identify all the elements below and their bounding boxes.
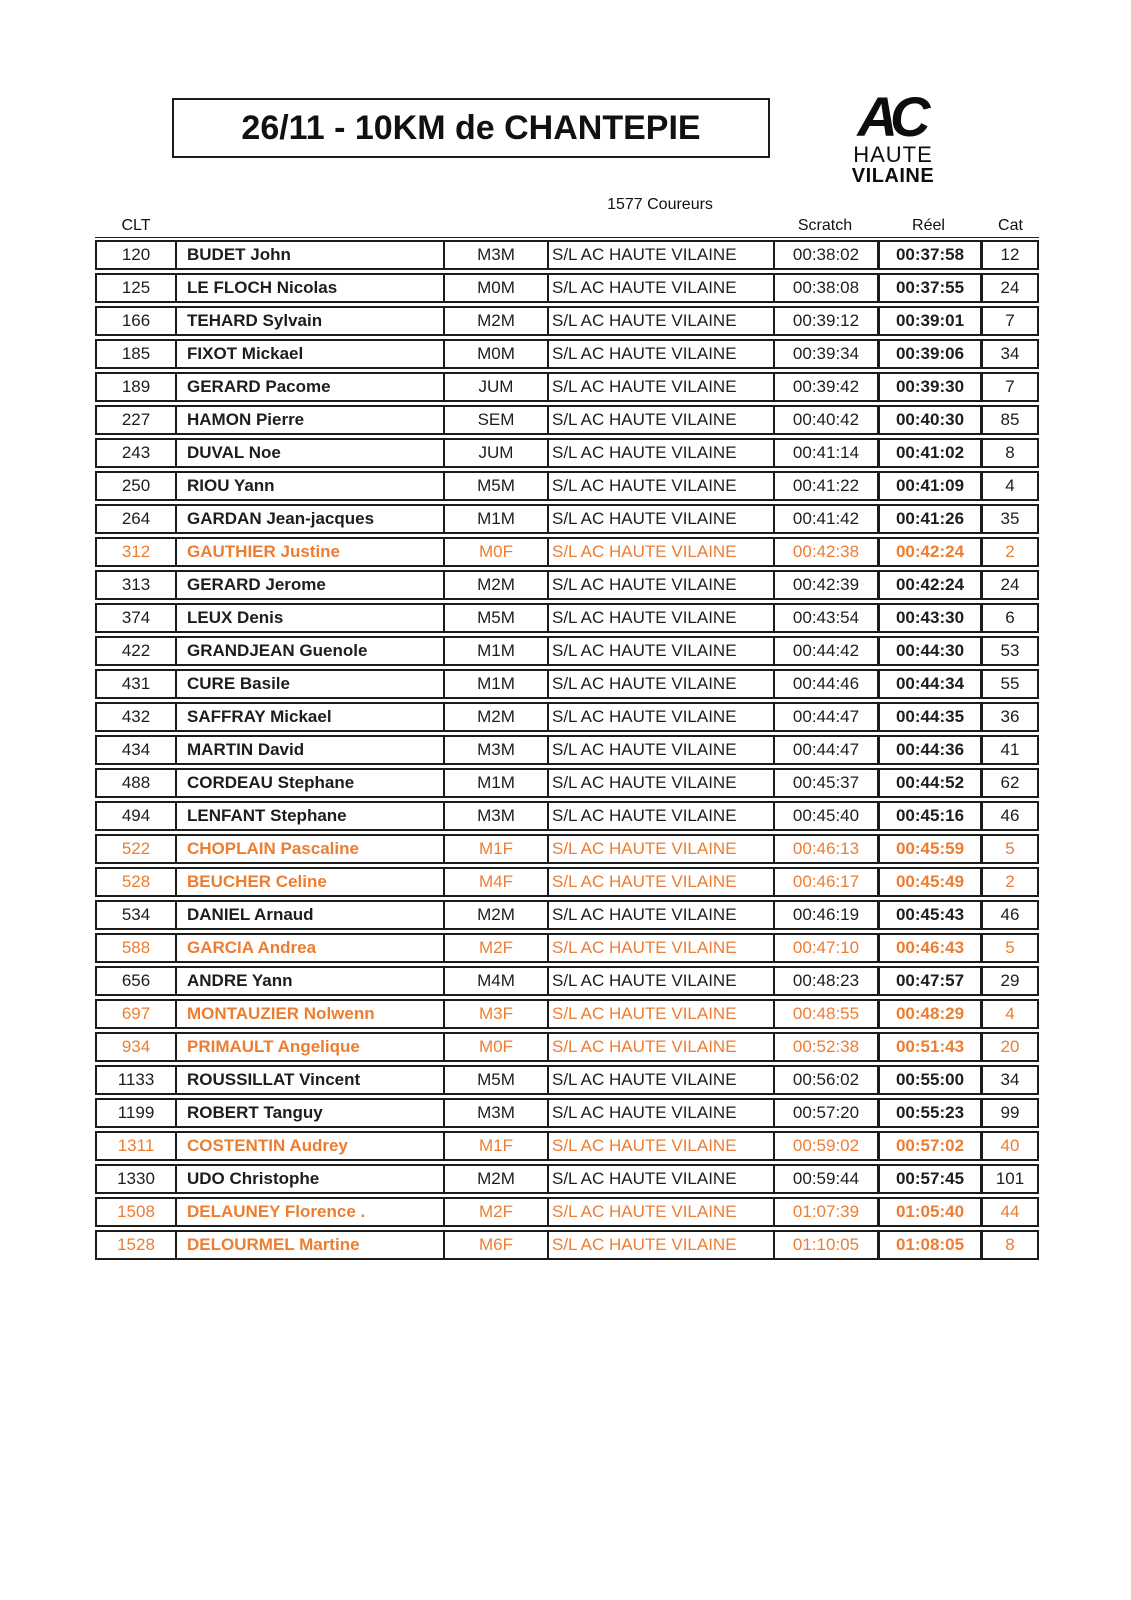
page-title: 26/11 - 10KM de CHANTEPIE: [241, 108, 701, 147]
cell-reel: 00:41:26: [877, 506, 980, 532]
table-row: [95, 669, 1039, 699]
cell-clt: 243: [121, 443, 151, 462]
cell-clt: 227: [121, 410, 151, 429]
table-row: [95, 339, 1039, 369]
cell-club: S/L AC HAUTE VILAINE: [547, 275, 773, 301]
cell-category: M2M: [443, 572, 547, 598]
cell-clt: 588: [121, 938, 151, 957]
cell-catpos: 46: [980, 803, 1037, 829]
cell-club: S/L AC HAUTE VILAINE: [547, 1166, 773, 1192]
cell-reel: 01:08:05: [877, 1232, 980, 1258]
cell-clt: 189: [121, 377, 151, 396]
cell-name: GERARD Jerome: [175, 572, 443, 598]
cell-scratch: 00:41:14: [773, 440, 877, 466]
cell-catpos: 62: [980, 770, 1037, 796]
cell-clt: 1508: [117, 1202, 155, 1221]
cell-catpos: 36: [980, 704, 1037, 730]
cell-reel: 00:40:30: [877, 407, 980, 433]
cell-clt: 1199: [117, 1103, 155, 1122]
cell-catpos: 101: [980, 1166, 1037, 1192]
cell-club: S/L AC HAUTE VILAINE: [547, 902, 773, 928]
cell-name: SAFFRAY Mickael: [175, 704, 443, 730]
cell-category: SEM: [443, 407, 547, 433]
logo-haute-text: HAUTE: [853, 142, 933, 168]
cell-name: GARCIA Andrea: [175, 935, 443, 961]
table-row: [95, 504, 1039, 534]
table-row: [95, 966, 1039, 996]
cell-reel: 00:55:00: [877, 1067, 980, 1093]
cell-scratch: 00:40:42: [773, 407, 877, 433]
results-rows: [95, 240, 1039, 1260]
cell-reel: 00:37:55: [877, 275, 980, 301]
cell-clt: 1133: [117, 1070, 155, 1089]
cell-category: M2F: [443, 1199, 547, 1225]
cell-name: COSTENTIN Audrey: [175, 1133, 443, 1159]
cell-reel: 00:44:52: [877, 770, 980, 796]
club-logo: [838, 85, 948, 188]
cell-catpos: 12: [980, 242, 1037, 268]
table-row: [95, 1197, 1039, 1227]
cell-scratch: 00:46:13: [773, 836, 877, 862]
cell-name: TEHARD Sylvain: [175, 308, 443, 334]
cell-category: M1M: [443, 770, 547, 796]
cell-clt: 313: [121, 575, 151, 594]
cell-clt: 125: [121, 278, 151, 297]
table-row: [95, 570, 1039, 600]
cell-category: M2M: [443, 902, 547, 928]
cell-category: M0F: [443, 539, 547, 565]
cell-category: M5M: [443, 605, 547, 631]
cell-reel: 00:43:30: [877, 605, 980, 631]
cell-club: S/L AC HAUTE VILAINE: [547, 704, 773, 730]
table-row: [95, 834, 1039, 864]
cell-scratch: 00:39:34: [773, 341, 877, 367]
cell-reel: 00:51:43: [877, 1034, 980, 1060]
cell-catpos: 4: [980, 473, 1037, 499]
cell-category: M2F: [443, 935, 547, 961]
cell-catpos: 7: [980, 374, 1037, 400]
cell-clt: 166: [121, 311, 151, 330]
cell-club: S/L AC HAUTE VILAINE: [547, 770, 773, 796]
cell-reel: 00:57:45: [877, 1166, 980, 1192]
cell-scratch: 00:48:23: [773, 968, 877, 994]
cell-club: S/L AC HAUTE VILAINE: [547, 1133, 773, 1159]
cell-name: ROBERT Tanguy: [175, 1100, 443, 1126]
cell-reel: 00:44:35: [877, 704, 980, 730]
cell-category: M2M: [443, 1166, 547, 1192]
cell-category: JUM: [443, 440, 547, 466]
cell-scratch: 00:59:44: [773, 1166, 877, 1192]
cell-club: S/L AC HAUTE VILAINE: [547, 737, 773, 763]
cell-scratch: 00:44:46: [773, 671, 877, 697]
table-row: [95, 801, 1039, 831]
table-row: [95, 1032, 1039, 1062]
header-category-spacer: [443, 217, 547, 237]
cell-club: S/L AC HAUTE VILAINE: [547, 1034, 773, 1060]
cell-scratch: 00:42:39: [773, 572, 877, 598]
cell-catpos: 55: [980, 671, 1037, 697]
cell-club: S/L AC HAUTE VILAINE: [547, 1100, 773, 1126]
cell-name: LE FLOCH Nicolas: [175, 275, 443, 301]
cell-reel: 00:45:43: [877, 902, 980, 928]
runners-count: 1577 Coureurs: [607, 196, 713, 213]
cell-category: M1M: [443, 671, 547, 697]
cell-catpos: 2: [980, 539, 1037, 565]
cell-reel: 00:39:01: [877, 308, 980, 334]
cell-clt: 250: [121, 476, 151, 495]
table-row: [95, 1065, 1039, 1095]
cell-clt: 264: [121, 509, 151, 528]
table-row: [95, 1164, 1039, 1194]
header-scratch: Scratch: [797, 217, 853, 234]
cell-catpos: 41: [980, 737, 1037, 763]
cell-reel: 00:45:49: [877, 869, 980, 895]
cell-catpos: 20: [980, 1034, 1037, 1060]
cell-catpos: 4: [980, 1001, 1037, 1027]
table-row: [95, 471, 1039, 501]
cell-scratch: 00:38:08: [773, 275, 877, 301]
cell-name: LENFANT Stephane: [175, 803, 443, 829]
cell-scratch: 00:41:22: [773, 473, 877, 499]
cell-reel: 00:41:02: [877, 440, 980, 466]
cell-catpos: 24: [980, 572, 1037, 598]
cell-catpos: 35: [980, 506, 1037, 532]
cell-catpos: 29: [980, 968, 1037, 994]
cell-clt: 934: [121, 1037, 151, 1056]
cell-reel: 00:42:24: [877, 539, 980, 565]
cell-catpos: 34: [980, 341, 1037, 367]
cell-club: S/L AC HAUTE VILAINE: [547, 341, 773, 367]
cell-club: S/L AC HAUTE VILAINE: [547, 440, 773, 466]
cell-name: GRANDJEAN Guenole: [175, 638, 443, 664]
cell-category: M1F: [443, 836, 547, 862]
cell-scratch: 00:39:12: [773, 308, 877, 334]
cell-category: M0M: [443, 275, 547, 301]
header-name-spacer: [175, 217, 443, 237]
table-row: [95, 636, 1039, 666]
cell-reel: 00:47:57: [877, 968, 980, 994]
cell-catpos: 85: [980, 407, 1037, 433]
cell-scratch: 00:38:02: [773, 242, 877, 268]
cell-club: S/L AC HAUTE VILAINE: [547, 1232, 773, 1258]
cell-name: MONTAUZIER Nolwenn: [175, 1001, 443, 1027]
cell-scratch: 00:45:37: [773, 770, 877, 796]
table-row: [95, 438, 1039, 468]
table-row: [95, 240, 1039, 270]
cell-club: S/L AC HAUTE VILAINE: [547, 572, 773, 598]
cell-name: PRIMAULT Angelique: [175, 1034, 443, 1060]
header-club-spacer: [547, 217, 773, 237]
cell-club: S/L AC HAUTE VILAINE: [547, 308, 773, 334]
cell-name: ANDRE Yann: [175, 968, 443, 994]
cell-name: RIOU Yann: [175, 473, 443, 499]
cell-scratch: 00:56:02: [773, 1067, 877, 1093]
cell-club: S/L AC HAUTE VILAINE: [547, 1001, 773, 1027]
cell-reel: 00:44:36: [877, 737, 980, 763]
cell-name: GARDAN Jean-jacques: [175, 506, 443, 532]
cell-scratch: 01:10:05: [773, 1232, 877, 1258]
cell-scratch: 00:44:42: [773, 638, 877, 664]
header-reel: Réel: [912, 217, 945, 234]
cell-catpos: 5: [980, 836, 1037, 862]
table-row: [95, 537, 1039, 567]
cell-club: S/L AC HAUTE VILAINE: [547, 473, 773, 499]
table-row: [95, 603, 1039, 633]
logo-ac-text: AC: [857, 85, 923, 148]
cell-scratch: 00:44:47: [773, 737, 877, 763]
cell-reel: 00:45:16: [877, 803, 980, 829]
table-row: [95, 273, 1039, 303]
cell-reel: 00:44:34: [877, 671, 980, 697]
cell-name: DUVAL Noe: [175, 440, 443, 466]
table-row: [95, 702, 1039, 732]
cell-category: M0M: [443, 341, 547, 367]
cell-club: S/L AC HAUTE VILAINE: [547, 1199, 773, 1225]
cell-category: M2M: [443, 704, 547, 730]
cell-catpos: 7: [980, 308, 1037, 334]
cell-clt: 1528: [117, 1235, 155, 1254]
cell-scratch: 00:42:38: [773, 539, 877, 565]
table-row: [95, 1230, 1039, 1260]
cell-category: M3M: [443, 1100, 547, 1126]
table-row: [95, 867, 1039, 897]
cell-clt: 120: [121, 245, 151, 264]
cell-clt: 434: [121, 740, 151, 759]
cell-clt: 488: [121, 773, 151, 792]
cell-club: S/L AC HAUTE VILAINE: [547, 1067, 773, 1093]
cell-clt: 1330: [117, 1169, 155, 1188]
cell-clt: 697: [121, 1004, 151, 1023]
cell-category: M5M: [443, 473, 547, 499]
cell-clt: 432: [121, 707, 151, 726]
cell-scratch: 00:48:55: [773, 1001, 877, 1027]
logo-vilaine-text: VILAINE: [851, 165, 935, 188]
cell-clt: 522: [121, 839, 151, 858]
cell-clt: 494: [121, 806, 151, 825]
cell-reel: 00:46:43: [877, 935, 980, 961]
cell-clt: 431: [121, 674, 151, 693]
cell-name: ROUSSILLAT Vincent: [175, 1067, 443, 1093]
cell-catpos: 34: [980, 1067, 1037, 1093]
cell-scratch: 00:45:40: [773, 803, 877, 829]
cell-category: M1M: [443, 506, 547, 532]
cell-category: M1F: [443, 1133, 547, 1159]
cell-category: M4F: [443, 869, 547, 895]
cell-category: M3M: [443, 242, 547, 268]
cell-clt: 1311: [117, 1136, 155, 1155]
cell-category: M3F: [443, 1001, 547, 1027]
cell-clt: 534: [121, 905, 151, 924]
cell-club: S/L AC HAUTE VILAINE: [547, 968, 773, 994]
cell-category: M2M: [443, 308, 547, 334]
table-row: [95, 768, 1039, 798]
cell-catpos: 6: [980, 605, 1037, 631]
cell-category: M0F: [443, 1034, 547, 1060]
cell-category: M1M: [443, 638, 547, 664]
cell-name: LEUX Denis: [175, 605, 443, 631]
cell-name: UDO Christophe: [175, 1166, 443, 1192]
title-box: [172, 98, 770, 158]
cell-club: S/L AC HAUTE VILAINE: [547, 539, 773, 565]
cell-reel: 00:42:24: [877, 572, 980, 598]
cell-name: CURE Basile: [175, 671, 443, 697]
cell-category: M5M: [443, 1067, 547, 1093]
cell-name: BEUCHER Celine: [175, 869, 443, 895]
cell-catpos: 8: [980, 440, 1037, 466]
cell-catpos: 8: [980, 1232, 1037, 1258]
cell-catpos: 46: [980, 902, 1037, 928]
cell-scratch: 00:44:47: [773, 704, 877, 730]
cell-category: M4M: [443, 968, 547, 994]
cell-catpos: 2: [980, 869, 1037, 895]
cell-scratch: 00:59:02: [773, 1133, 877, 1159]
cell-scratch: 00:57:20: [773, 1100, 877, 1126]
cell-scratch: 00:46:17: [773, 869, 877, 895]
cell-category: JUM: [443, 374, 547, 400]
cell-reel: 00:39:30: [877, 374, 980, 400]
cell-scratch: 00:52:38: [773, 1034, 877, 1060]
cell-name: GERARD Pacome: [175, 374, 443, 400]
cell-scratch: 00:43:54: [773, 605, 877, 631]
cell-catpos: 44: [980, 1199, 1037, 1225]
cell-reel: 00:41:09: [877, 473, 980, 499]
table-row: [95, 1131, 1039, 1161]
cell-clt: 374: [121, 608, 151, 627]
cell-clt: 312: [121, 542, 151, 561]
cell-scratch: 01:07:39: [773, 1199, 877, 1225]
cell-club: S/L AC HAUTE VILAINE: [547, 374, 773, 400]
cell-category: M6F: [443, 1232, 547, 1258]
cell-name: BUDET John: [175, 242, 443, 268]
table-row: [95, 372, 1039, 402]
cell-club: S/L AC HAUTE VILAINE: [547, 869, 773, 895]
cell-name: DANIEL Arnaud: [175, 902, 443, 928]
cell-reel: 00:44:30: [877, 638, 980, 664]
cell-name: DELOURMEL Martine: [175, 1232, 443, 1258]
cell-category: M3M: [443, 737, 547, 763]
cell-catpos: 53: [980, 638, 1037, 664]
cell-club: S/L AC HAUTE VILAINE: [547, 836, 773, 862]
table-row: [95, 1098, 1039, 1128]
cell-name: HAMON Pierre: [175, 407, 443, 433]
cell-club: S/L AC HAUTE VILAINE: [547, 242, 773, 268]
cell-name: GAUTHIER Justine: [175, 539, 443, 565]
table-row: [95, 405, 1039, 435]
cell-club: S/L AC HAUTE VILAINE: [547, 605, 773, 631]
header-cat: Cat: [998, 217, 1023, 234]
cell-scratch: 00:39:42: [773, 374, 877, 400]
cell-catpos: 5: [980, 935, 1037, 961]
table-row: [95, 900, 1039, 930]
cell-catpos: 40: [980, 1133, 1037, 1159]
cell-category: M3M: [443, 803, 547, 829]
cell-catpos: 99: [980, 1100, 1037, 1126]
cell-club: S/L AC HAUTE VILAINE: [547, 803, 773, 829]
cell-catpos: 24: [980, 275, 1037, 301]
table-row: [95, 933, 1039, 963]
cell-name: CORDEAU Stephane: [175, 770, 443, 796]
cell-reel: 00:37:58: [877, 242, 980, 268]
cell-scratch: 00:46:19: [773, 902, 877, 928]
cell-reel: 01:05:40: [877, 1199, 980, 1225]
cell-clt: 422: [121, 641, 151, 660]
cell-scratch: 00:41:42: [773, 506, 877, 532]
table-row: [95, 735, 1039, 765]
cell-reel: 00:39:06: [877, 341, 980, 367]
cell-scratch: 00:47:10: [773, 935, 877, 961]
cell-club: S/L AC HAUTE VILAINE: [547, 407, 773, 433]
cell-name: DELAUNEY Florence .: [175, 1199, 443, 1225]
cell-clt: 528: [121, 872, 151, 891]
table-row: [95, 999, 1039, 1029]
cell-club: S/L AC HAUTE VILAINE: [547, 935, 773, 961]
cell-name: CHOPLAIN Pascaline: [175, 836, 443, 862]
cell-name: FIXOT Mickael: [175, 341, 443, 367]
cell-reel: 00:48:29: [877, 1001, 980, 1027]
table-header-row: [95, 217, 1039, 238]
cell-reel: 00:57:02: [877, 1133, 980, 1159]
header-clt: CLT: [121, 217, 151, 234]
cell-club: S/L AC HAUTE VILAINE: [547, 671, 773, 697]
results-table: [95, 217, 1039, 1263]
cell-reel: 00:55:23: [877, 1100, 980, 1126]
cell-club: S/L AC HAUTE VILAINE: [547, 506, 773, 532]
cell-club: S/L AC HAUTE VILAINE: [547, 638, 773, 664]
cell-clt: 185: [121, 344, 151, 363]
cell-reel: 00:45:59: [877, 836, 980, 862]
cell-clt: 656: [121, 971, 151, 990]
table-row: [95, 306, 1039, 336]
cell-name: MARTIN David: [175, 737, 443, 763]
